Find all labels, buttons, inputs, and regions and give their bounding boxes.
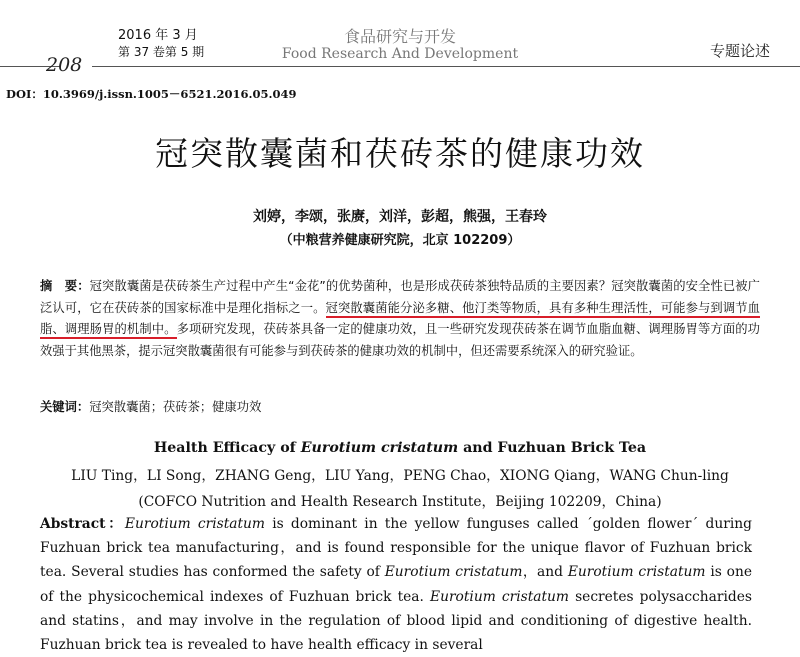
authors-en: LIU Ting，LI Song，ZHANG Geng，LIU Yang，PENG Chao，XIONG Qiang，WANG Chun-ling <box>71 468 729 484</box>
title-en-part: Health Efficacy of <box>153 440 301 456</box>
highlighted-text: 可能参与到调节血脂、调理肠胃的机制中。 <box>40 301 760 340</box>
abstract-text: ，and <box>522 564 568 581</box>
species-name: Eurotium cristatum <box>567 564 706 581</box>
keywords-cn <box>40 397 261 415</box>
abstract-text: 多项研究发现，茯砖茶具备一定的健康功效，且一些研究发现茯砖茶在调节血脂血糖、调理肠胃等方面的功效强于其他黑茶，提示冠突散囊菌很有可能参与到茯砖茶的健康功效的机制中，但还需要系统深入的研究验证。 <box>40 322 760 358</box>
volume-issue: 第 37 卷第 5 期 <box>118 45 205 59</box>
journal-name-cn: 食品研究与开发 <box>343 27 456 46</box>
doi: DOI：10.3969/j.issn.1005－6521.2016.05.049 <box>6 87 297 101</box>
species-name: Eurotium cristatum <box>124 516 266 532</box>
paper-title-en <box>0 440 800 456</box>
affiliation-en: (COFCO Nutrition and Health Research Institute，Beijing 102209，China) <box>138 494 662 510</box>
species-name: Eurotium cristatum <box>384 564 523 581</box>
issue-date: 2016 年 3 月 <box>118 28 198 43</box>
abstract-text: 冠突散囊菌是茯砖茶生产过程中产生“金花”的优势菌种，也是形成茯砖茶独特品质的主要因素？冠突散囊菌的安全性已被广泛认可，它在茯砖茶的国家标准中是理化指标之一。 <box>40 279 760 315</box>
title-en-species: Eurotium cristatum <box>300 440 459 456</box>
section-label: 专题论述 <box>709 42 770 60</box>
authors-cn: 刘婷，李颂，张赓，刘洋，彭超，熊强，王春玲 <box>253 209 547 225</box>
highlighted-text: 冠突散囊菌能分泌多糖、他汀类等物质，具有多种生理活性， <box>326 301 661 318</box>
species-name: Eurotium cristatum <box>430 588 569 605</box>
abstract-en <box>40 512 752 657</box>
paper-title-cn: 冠突散囊菌和茯砖茶的健康功效 <box>155 134 645 173</box>
abstract-label-en: Abstract： <box>40 516 125 532</box>
abstract-label-cn: 摘 要： <box>40 279 90 293</box>
header-divider <box>92 66 800 67</box>
title-en-part: and Fuzhuan Brick Tea <box>458 440 647 456</box>
abstract-text: is one of the physicochemical indexes of Fuzhuan brick tea. <box>40 564 752 605</box>
abstract-text: secretes polysaccharides and statins，and may involve in the regulation of blood lipid and conditioning of digestive health. Fuzhuan brick tea is revealed to have health efficacy in several <box>40 588 752 654</box>
abstract-text: is dominant in the yellow funguses called ´golden flower´ during Fuzhuan brick tea manufacturing，and is found responsible for the unique flavor of Fuzhuan brick tea. Several studies has conformed the safety of <box>40 516 752 581</box>
keywords-value: 冠突散囊菌；茯砖茶；健康功效 <box>89 400 262 414</box>
journal-name-en: Food Research And Development <box>281 46 519 62</box>
page-number: 208 <box>46 54 83 76</box>
abstract-cn <box>40 276 760 362</box>
keywords-label: 关键词： <box>40 400 90 414</box>
affiliation-cn: （中粮营养健康研究院，北京 102209） <box>279 233 521 248</box>
